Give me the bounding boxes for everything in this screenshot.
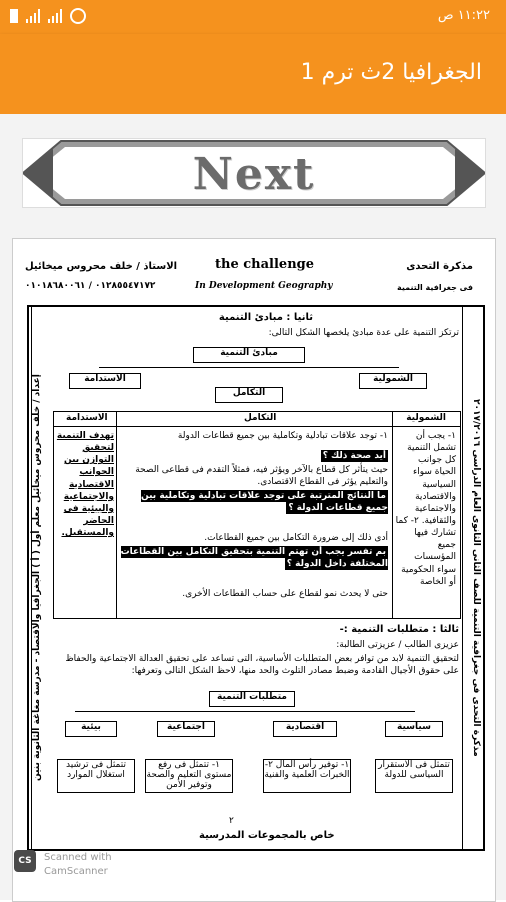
requirements-box: متطلبات التنمية: [209, 691, 295, 707]
col-sustainability: الاستدامة: [66, 413, 108, 423]
doc-frame: [27, 305, 485, 851]
section3-intro: لتحقيق التنمية لابد من توافر بعض المتطلبات الأساسية، التى تساعد على تحقيق العدالة الاجتماعية والحفاظ على حقوق الأجيال القادمة وضبط مصادر التلوث والحد منها، لاحظ الشكل التالى وتعرفها:: [65, 654, 459, 677]
header-left-name: الاستاذ / خلف محروس ميخائيل: [25, 261, 178, 272]
signal-icon: [26, 9, 40, 23]
comprehensive-text: ١- يجب أن تشمل التنمية كل جوانب الحياة سواء السياسية والاقتصادية والاجتماعية والثقافية. ٢- كما تشارك فيها جميع المؤسسات سواء الحكومية أو الخاصة: [395, 431, 456, 587]
section3-greet: عزيزى الطالب / عزيزتى الطالبة:: [336, 640, 459, 650]
camscanner-line1: Scanned with: [44, 852, 112, 863]
sustainability-text: تهدف التنمية لتحقيق التوازن بين الجوانب الاقتصادية والاجتماعية والبيئية فى الحاضر والمستقبل.: [56, 431, 114, 539]
req-social-text: ١- تتمثل فى رفع مستوى التعليم والصحة وتوفير الأمن: [145, 759, 233, 793]
status-bar: [0, 0, 506, 34]
req-political-text: تتمثل فى الاستقرار السياسى للدولة: [375, 759, 453, 793]
principle-comprehensive: الشمولية: [359, 373, 427, 389]
integration-1: ١- توجد علاقات تبادلية وتكاملية بين جميع قطاعات الدولة: [177, 431, 388, 441]
header-right-sub: فى جغرافية التنمية: [396, 283, 473, 292]
req-social: اجتماعية: [157, 721, 215, 737]
side-left-text: إعداد / خلف محروس ميخائيل معلم أول ( أ ) الجغرافيا والاقتصاد - مدرسة مغاغة الثانوية بنين: [31, 307, 50, 849]
doc-header: [25, 257, 483, 301]
header-right-title: مذكرة التحدى: [406, 261, 473, 272]
req-economic: اقتصادية: [273, 721, 337, 737]
clock: ١١:٢٢ ص: [437, 8, 490, 23]
req-environmental: بيئية: [65, 721, 117, 737]
camscanner-line2: CamScanner: [44, 866, 108, 877]
side-right-text: مذكرة التحدى فى جغرافية التنمية للصف الثانى الثانوى العام الدراسى ٢٠١٧/٢٠١٦: [462, 307, 481, 849]
alarm-icon: [70, 8, 86, 24]
req-environmental-text: تتمثل فى ترشيد استغلال الموارد: [57, 759, 135, 793]
next-button[interactable]: [22, 138, 486, 208]
req-economic-text: ١- توفير رأس المال ٢- الخبرات العلمية والفنية: [263, 759, 351, 793]
integration-q3: بم تفسر يجب أن تهتم التنمية بتحقيق التكامل بين القطاعات المختلفة داخل الدولة ؟: [120, 547, 388, 570]
principle-sustainability: الاستدامة: [69, 373, 141, 389]
header-left-phone: ٠١٢٨٥٥٤٧١٧٢ / ٠١٠١٨٦٨٠٠٦١: [25, 281, 156, 291]
integration-3: أدى ذلك إلى ضرورة التكامل بين جميع القطاعات.: [204, 533, 388, 543]
toolbar-title: الجغرافيا 2ث ترم 1: [300, 60, 482, 85]
principles-box: مبادئ التنمية: [193, 347, 305, 363]
principles-table: [53, 411, 461, 619]
section3-title: ثالثا : متطلبات التنمية :-: [339, 624, 459, 635]
header-center-sub: In Development Geography: [195, 281, 333, 291]
col-divider: [116, 412, 117, 618]
camscanner-logo: CS: [14, 850, 36, 872]
integration-2: حيث يتأثر كل قطاع بالآخر ويؤثر فيه، فمثلاً التقدم فى قطاعى الصحة والتعليم يؤثر فى القطاع الاقتصادى.: [135, 465, 388, 488]
integration-q2: ما النتائج المترتبة على توجد علاقات تبادلية وتكاملية بين جميع قطاعات الدولة ؟: [141, 491, 388, 514]
section2-intro: ترتكز التنمية على عدة مبادئ يلخصها الشكل التالى:: [268, 328, 459, 338]
app-toolbar: [0, 34, 506, 114]
header-center-title: the challenge: [215, 257, 315, 272]
doc-footer: خاص بالمجموعات المدرسية: [199, 830, 335, 841]
col-integration: التكامل: [244, 413, 277, 423]
diagram-line: [75, 711, 415, 712]
content-area[interactable]: [0, 114, 506, 900]
integration-4: حتى لا يحدث نمو لقطاع على حساب القطاعات الأخرى.: [182, 589, 388, 599]
req-political: سياسية: [385, 721, 443, 737]
col-comprehensive: الشمولية: [406, 413, 446, 423]
integration-q1: أيد صحة ذلك ؟: [322, 451, 386, 461]
battery-icon: [10, 9, 18, 23]
table-header: [54, 412, 460, 427]
next-label: Next: [192, 149, 316, 200]
status-icons: [10, 8, 86, 24]
section2-title: ثانيا : مبادئ التنمية: [218, 312, 313, 323]
signal-icon-2: [48, 9, 62, 23]
col-divider: [392, 412, 393, 618]
principle-integration: التكامل: [215, 387, 283, 403]
diagram-line: [99, 367, 399, 368]
page-number: ٢: [229, 816, 234, 826]
document-page: [12, 238, 496, 902]
